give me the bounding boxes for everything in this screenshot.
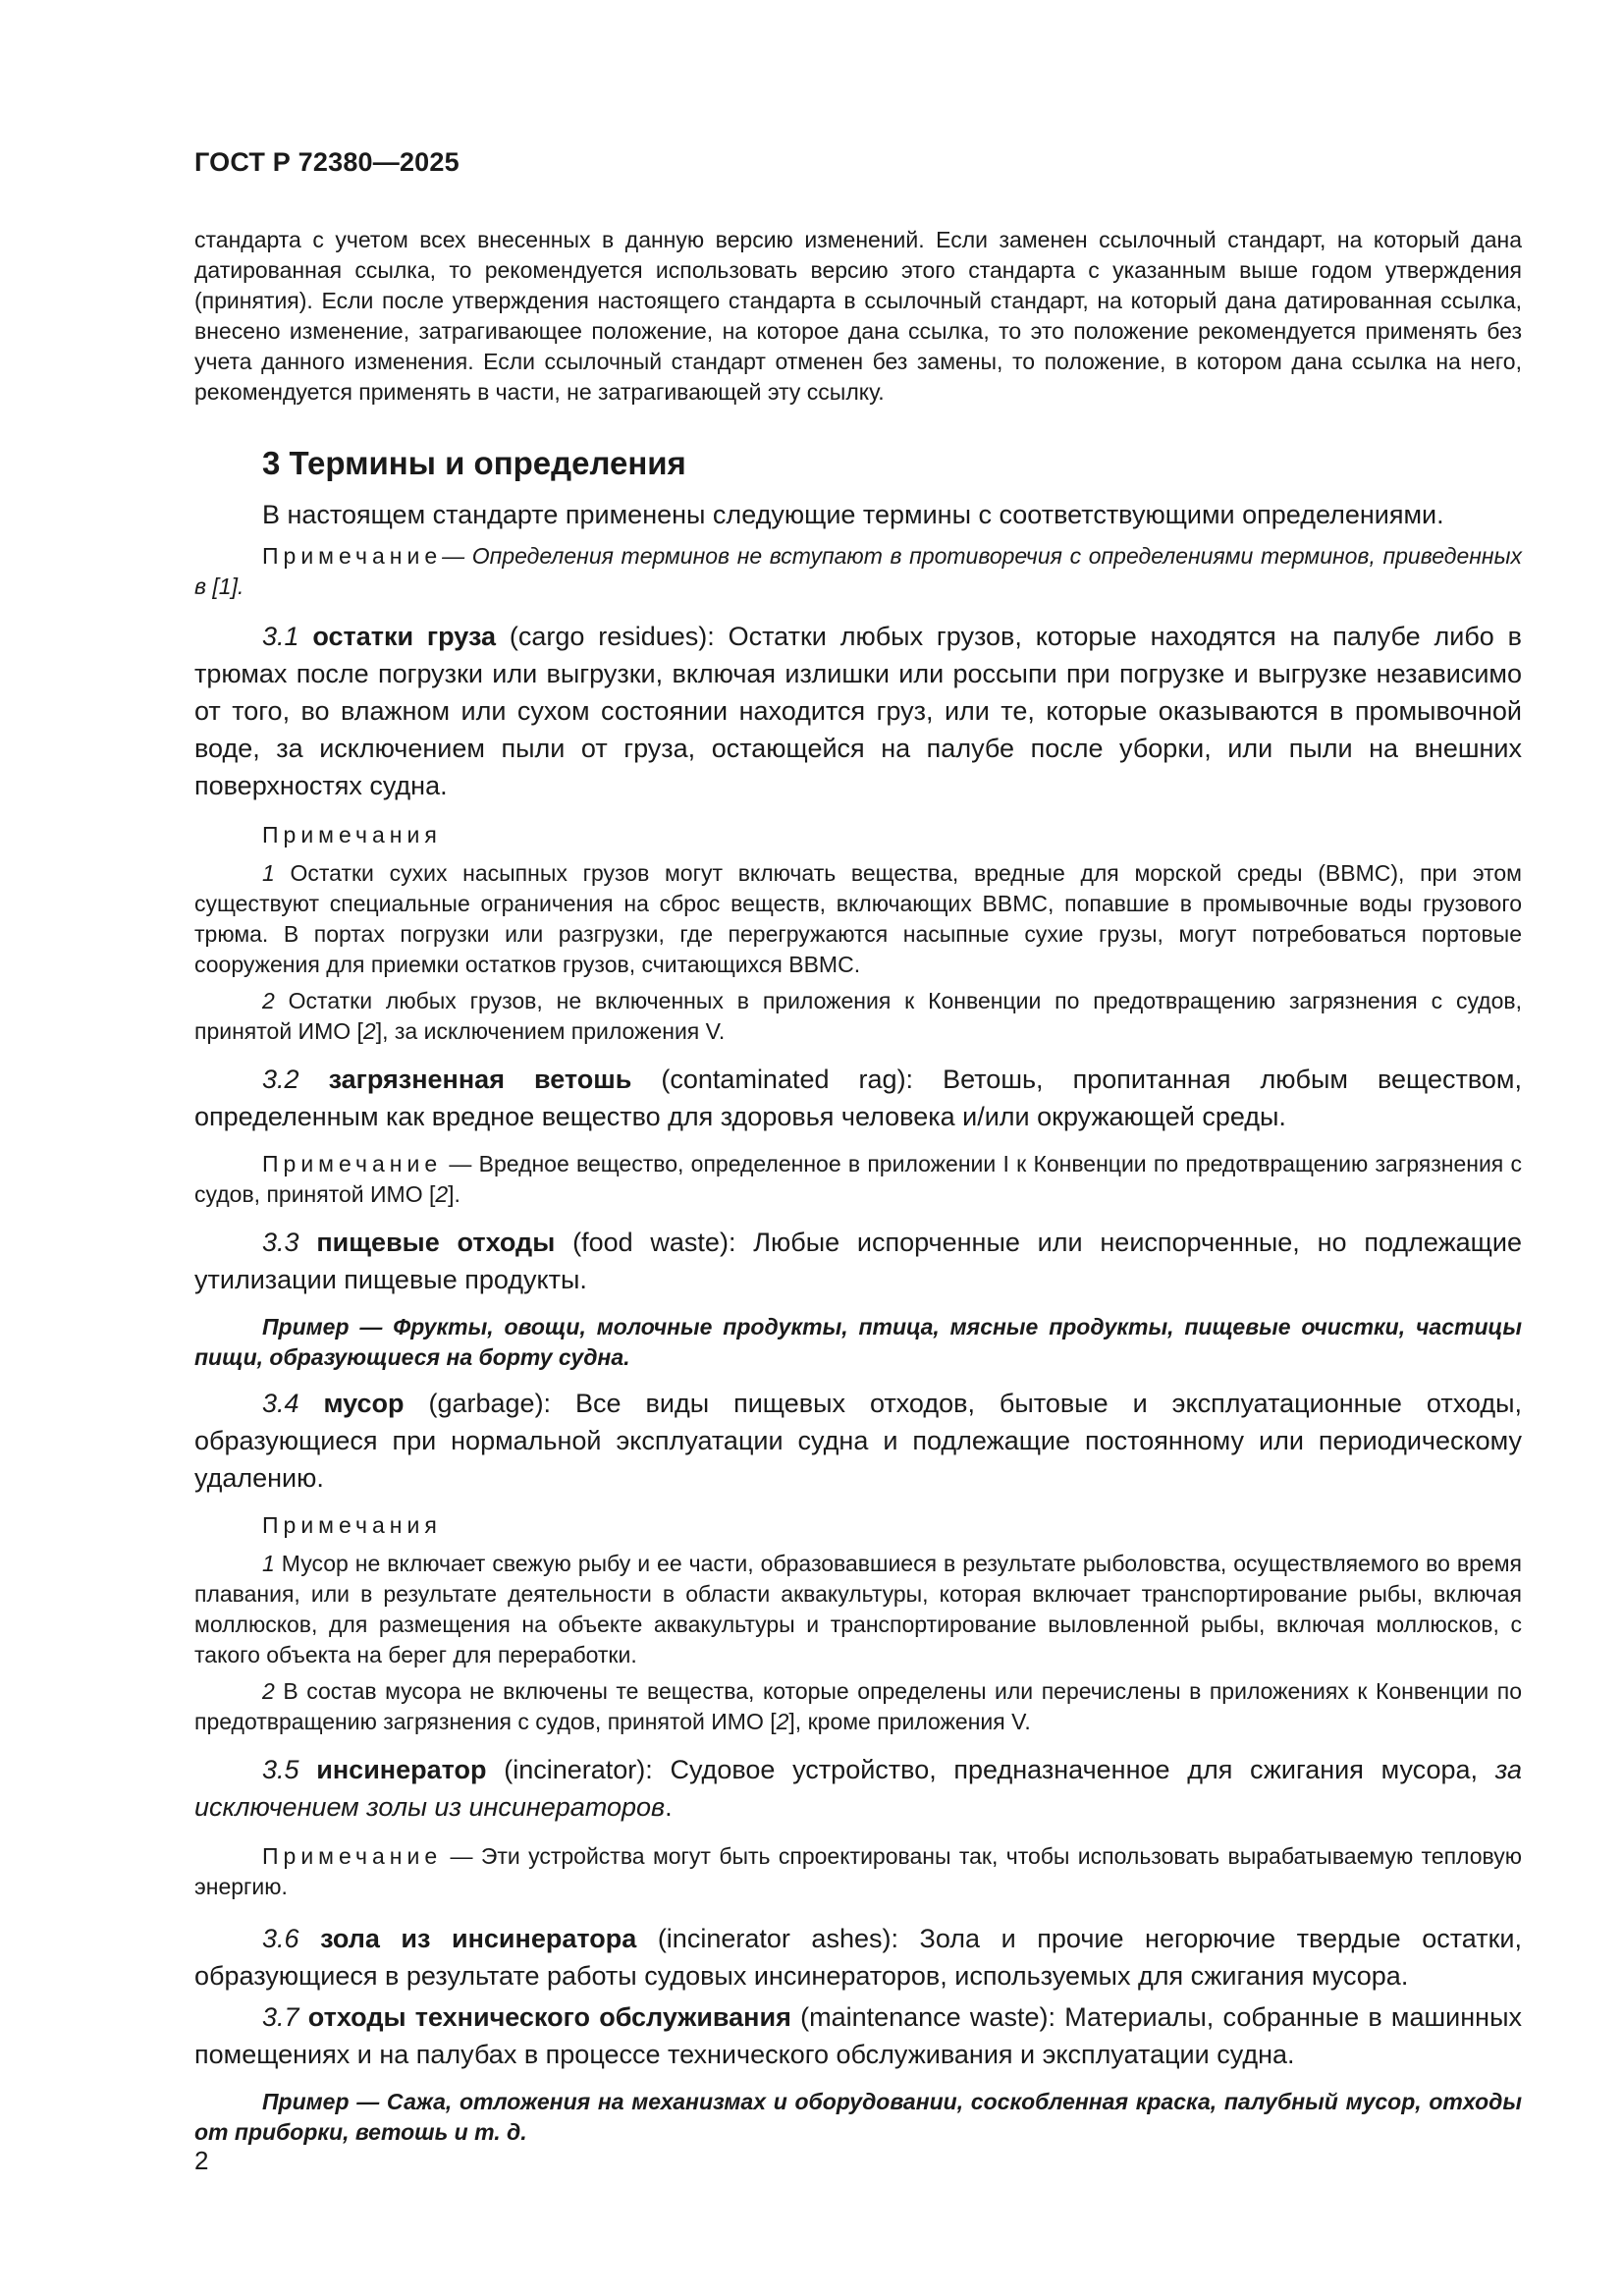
term-english: (maintenance waste):	[800, 2002, 1055, 2032]
reference: 2	[776, 1709, 789, 1734]
note-number: 2	[262, 988, 275, 1013]
term-3-1	[194, 618, 1522, 804]
document-header: ГОСТ Р 72380—2025	[194, 147, 460, 177]
note-text: Мусор не включает свежую рыбу и ее части, образовавшиеся в результате рыболовства, осуществляемого во время плавания, или в результате деятельности в области аквакультуры, которая включает транспортирование рыбы, включая моллюсков, для размещения на объекте аквакультуры и транспортирование выловленной рыбы, включая моллюсков, с такого объекта на берег для переработки.	[194, 1551, 1522, 1667]
term-number: 3.2	[262, 1065, 299, 1094]
term-name: зола из инсинератора	[320, 1924, 637, 1953]
term-english: (cargo residues):	[509, 622, 715, 651]
term-english: (contaminated rag):	[661, 1065, 914, 1094]
term-definition: Судовое устройство, предназначенное для сжигания мусора,	[652, 1755, 1495, 1784]
term-name: загрязненная ветошь	[328, 1065, 632, 1094]
lead-note	[194, 541, 1522, 602]
term-number: 3.5	[262, 1755, 299, 1784]
term-3-3	[194, 1224, 1522, 1298]
note-text: Остатки сухих насыпных грузов могут включать вещества, вредные для морской среды (ВВМС), при этом существуют специальные ограничения на сброс веществ, включающих ВВМС, попавшие в промывочные воды грузового трюма. В портах погрузки или разгрузки, где перегружаются насыпные сухие грузы, могут потребоваться портовые сооружения для приемки остатков грузов, считающихся ВВМС.	[194, 860, 1522, 977]
term-number: 3.1	[262, 622, 299, 651]
term-name: инсинератор	[316, 1755, 487, 1784]
section-title: 3 Термины и определения	[262, 445, 686, 481]
example: Пример — Сажа, отложения на механизмах и оборудовании, соскобленная краска, палубный мусор, отходы от приборки, ветошь и т. д.	[194, 2089, 1522, 2145]
term-3-7	[194, 1998, 1522, 2073]
term-number: 3.7	[262, 2002, 299, 2032]
note-item: Примечание — Эти устройства могут быть спроектированы так, чтобы использовать вырабатываемую тепловую энергию.	[194, 1843, 1522, 1899]
note-item	[194, 858, 1522, 980]
term-name: мусор	[323, 1389, 405, 1418]
note-label: Примечание	[262, 1843, 443, 1869]
notes-label: Примечания	[262, 1512, 442, 1538]
term-number: 3.4	[262, 1389, 299, 1418]
term-3-5: 3.5 инсинератор (incinerator): Судовое устройство, предназначенное для сжигания мусора, за исключением золы из инсинераторов.	[194, 1755, 1522, 1822]
note-label: Примечание	[262, 1151, 443, 1176]
term-definition: Остатки любых грузов, которые находятся на палубе либо в трюмах после погрузки или выгрузки, включая излишки или россыпи при погрузке и выгрузке независимо от того, во влажном или сухом состоянии находится груз, или те, которые оказываются в промывочной воде, за исключением пыли от груза, остающейся на палубе после уборки, или пыли на внешних поверхностях судна.	[194, 622, 1522, 800]
note-label: Примечание	[262, 543, 443, 569]
note-number: 2	[262, 1678, 275, 1704]
note-item: Примечание — Вредное вещество, определенное в приложении I к Конвенции по предотвращению загрязнения с судов, принятой ИМО [2].	[194, 1151, 1522, 1207]
term-3-6	[194, 1920, 1522, 1995]
term-number: 3.3	[262, 1228, 299, 1257]
reference: 2	[435, 1181, 449, 1207]
term-name: отходы технического обслуживания	[307, 2002, 791, 2032]
term-definition: Все виды пищевых отходов, бытовые и эксплуатационные отходы, образующиеся при нормальной эксплуатации судна и подлежащие постоянному или периодическому удалению.	[194, 1389, 1522, 1493]
notes-label: Примечания	[262, 822, 442, 847]
term-number: 3.6	[262, 1924, 299, 1953]
page-number: 2	[194, 2146, 209, 2175]
term-english: (incinerator ashes):	[657, 1924, 898, 1953]
term-english: (garbage):	[428, 1389, 552, 1418]
term-3-4	[194, 1385, 1522, 1497]
section-lead: В настоящем стандарте применены следующие термины с соответствующими определениями.	[262, 500, 1444, 529]
document-page	[194, 147, 1522, 2148]
term-name: остатки груза	[312, 622, 497, 651]
note-item: 2 В состав мусора не включены те вещества, которые определены или перечислены в приложениях к Конвенции по предотвращению загрязнения с судов, принятой ИМО [2], кроме приложения V.	[194, 1678, 1522, 1734]
note-number: 1	[262, 1551, 275, 1576]
note-item	[194, 1549, 1522, 1670]
term-definition: Зола и прочие негорючие твердые остатки, образующиеся в результате работы судовых инсинераторов, используемых для сжигания мусора.	[194, 1924, 1522, 1991]
note-number: 1	[262, 860, 275, 886]
note-text: — Определения терминов не вступают в противоречия с определениями терминов, приведенных в [1].	[194, 543, 1522, 599]
note-item: 2 Остатки любых грузов, не включенных в приложения к Конвенции по предотвращению загрязнения с судов, принятой ИМО [2], за исключением приложения V.	[194, 988, 1522, 1044]
term-name: пищевые отходы	[316, 1228, 556, 1257]
term-english: (incinerator):	[504, 1755, 653, 1784]
reference: 2	[362, 1018, 376, 1044]
term-definition: Ветошь, пропитанная любым веществом, определенным как вредное вещество для здоровья человека и/или окружающей среды.	[194, 1065, 1522, 1131]
term-definition: Любые испорченные или неиспорченные, но подлежащие утилизации пищевые продукты.	[194, 1228, 1522, 1294]
term-english: (food waste):	[572, 1228, 736, 1257]
intro-paragraph: стандарта с учетом всех внесенных в данную версию изменений. Если заменен ссылочный стандарт, на который дана датированная ссылка, то рекомендуется использовать версию этого стандарта с указанным выше годом утверждения (принятия). Если после утверждения настоящего стандарта в ссылочный стандарт, на который дана датированная ссылка, внесено изменение, затрагивающее положение, на которое дана ссылка, то это положение рекомендуется применять без учета данного изменения. Если ссылочный стандарт отменен без замены, то положение, в котором дана ссылка на него, рекомендуется применять в части, не затрагивающей эту ссылку.	[194, 227, 1522, 405]
term-definition: Материалы, собранные в машинных помещениях и на палубах в процессе технического обслуживания и эксплуатации судна.	[194, 2002, 1522, 2069]
example: Пример — Фрукты, овощи, молочные продукты, птица, мясные продукты, пищевые очистки, частицы пищи, образующиеся на борту судна.	[194, 1314, 1522, 1370]
term-3-2	[194, 1061, 1522, 1135]
